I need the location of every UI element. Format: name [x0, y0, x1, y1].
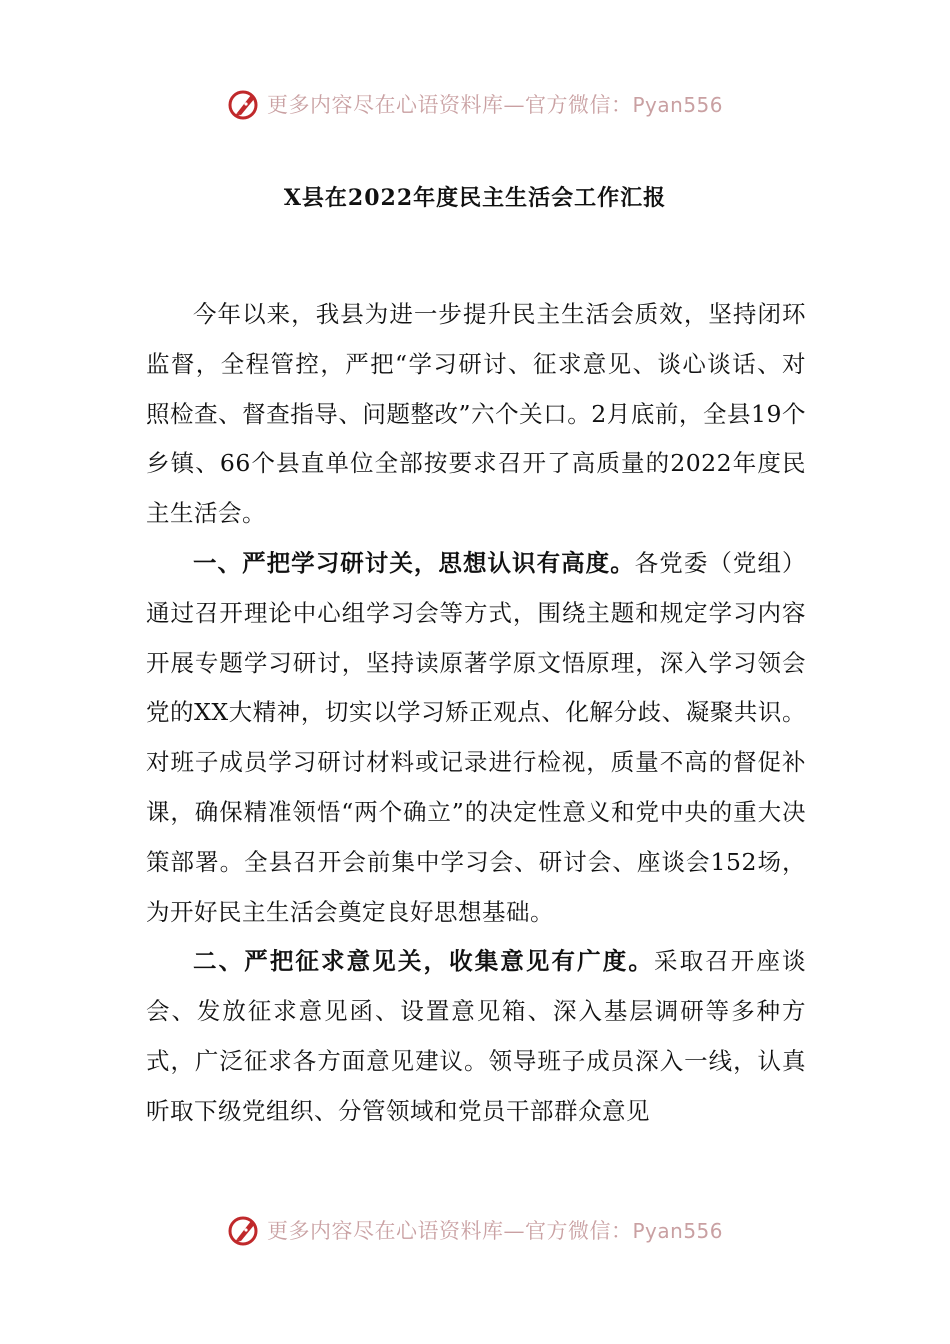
watermark-text — [267, 89, 723, 119]
watermark-wechat-id: Pyan556 — [632, 93, 723, 117]
paragraph-intro — [146, 290, 806, 539]
paragraph-section-1 — [146, 539, 806, 937]
watermark-banner-bottom — [0, 1210, 950, 1250]
paragraph-text: 采取召开座谈会、发放征求意见函、设置意见箱、深入基层调研等多种方式，广泛征求各方面意见建议。领导班子成员深入一线，认真听取下级党组织、分管领域和党员干部群众意见 — [146, 947, 807, 1125]
watermark-banner-top — [0, 84, 950, 124]
section-heading: 一、严把学习研讨关，思想认识有高度。 — [193, 548, 635, 577]
watermark-text-cn: 更多内容尽在心语资料库—官方微信： — [266, 1219, 633, 1243]
watermark-text-cn: 更多内容尽在心语资料库—官方微信： — [266, 93, 633, 117]
document-body — [146, 290, 806, 1137]
page-title: X县在2022年度民主生活会工作汇报 — [283, 185, 667, 211]
paragraph-text: 今年以来，我县为进一步提升民主生活会质效，坚持闭环监督，全程管控，严把“学习研讨、征求意见、谈心谈话、对照检查、督查指导、问题整改”六个关口。2月底前，全县19个乡镇、66个县直单位全部按要求召开了高质量的2022年度民主生活会。 — [146, 300, 806, 528]
paragraph-text: 各党委（党组）通过召开理论中心组学习会等方式，围绕主题和规定学习内容开展专题学习研讨，坚持读原著学原文悟原理，深入学习领会党的XX大精神，切实以学习矫正观点、化解分歧、凝聚共识。对班子成员学习研讨材料或记录进行检视，质量不高的督促补课，确保精准领悟“两个确立”的决定性意义和党中央的重大决策部署。全县召开会前集中学习会、研讨会、座谈会152场，为开好民主生活会奠定良好思想基础。 — [146, 548, 806, 926]
pen-nib-circle-icon — [227, 87, 261, 121]
watermark-text — [267, 1215, 723, 1245]
watermark-wechat-id: Pyan556 — [632, 1219, 723, 1243]
pen-nib-circle-icon — [227, 1213, 261, 1247]
paragraph-section-2 — [146, 937, 806, 1136]
section-heading: 二、严把征求意见关，收集意见有广度。 — [193, 947, 654, 976]
